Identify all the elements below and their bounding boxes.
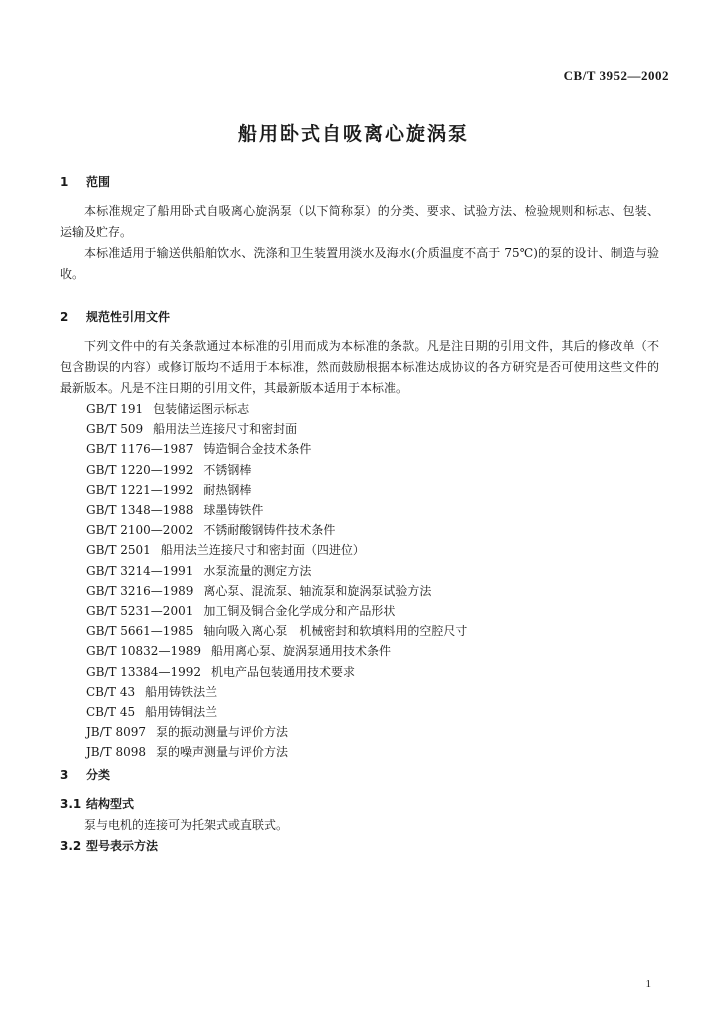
reference-item: [86, 581, 659, 601]
reference-item: [86, 682, 659, 702]
reference-item: [86, 641, 659, 661]
reference-code: GB/T 1220—1992: [86, 462, 194, 477]
reference-code: GB/T 13384—1992: [86, 664, 201, 679]
reference-title: 船用铸铁法兰: [145, 684, 218, 699]
section-number: 1: [60, 175, 69, 189]
reference-title: 包装储运图示标志: [153, 402, 250, 416]
reference-title: 加工铜及铜合金化学成分和产品形状: [203, 604, 396, 619]
reference-code: JB/T 8098: [86, 745, 147, 760]
reference-code: GB/T 2100—2002: [86, 523, 194, 538]
reference-code: GB/T 1221—1992: [86, 482, 194, 497]
reference-code: JB/T 8097: [86, 725, 147, 740]
reference-title: 泵的噪声测量与评价方法: [156, 745, 289, 760]
reference-code: GB/T 3214—1991: [86, 563, 194, 578]
section-3-heading: [60, 765, 659, 786]
reference-item: [86, 742, 659, 762]
reference-item: [86, 460, 659, 480]
document-body: [60, 172, 659, 857]
reference-item: [86, 520, 659, 540]
reference-title: 不锈耐酸钢铸件技术条件: [203, 523, 336, 538]
reference-item: [86, 601, 659, 621]
section-1-heading: [60, 172, 659, 193]
reference-title: 铸造铜合金技术条件: [203, 442, 312, 457]
reference-title: 船用法兰连接尺寸和密封面: [153, 422, 298, 437]
section-title: 分类: [86, 767, 111, 782]
scope-paragraph-1: 本标准规定了船用卧式自吸离心旋涡泵（以下简称泵）的分类、要求、试验方法、检验规则和标志、包装、运输及贮存。: [60, 204, 659, 239]
reference-title: 船用离心泵、旋涡泵通用技术条件: [210, 644, 391, 659]
reference-item: [86, 621, 659, 641]
reference-item: [86, 702, 659, 722]
reference-item: [86, 561, 659, 581]
subsection-3-1-text: 泵与电机的连接可为托架式或直联式。: [84, 817, 289, 832]
reference-code: GB/T 1348—1988: [86, 503, 194, 518]
section-number: 2: [60, 310, 69, 324]
page-number: 1: [645, 978, 651, 990]
reference-item: [86, 480, 659, 500]
reference-item: [86, 419, 659, 439]
subsection-3-2-heading: [60, 836, 659, 857]
reference-code: GB/T 1176—1987: [86, 442, 194, 457]
reference-title: 机电产品包装通用技术要求: [210, 664, 355, 679]
reference-code: CB/T 43: [86, 684, 136, 699]
reference-code: GB/T 509: [86, 422, 144, 437]
reference-title: 轴向吸入离心泵 机械密封和软填料用的空腔尺寸: [203, 624, 468, 639]
subsection-3-1-heading: [60, 794, 659, 815]
section-title: 范围: [86, 175, 111, 189]
reference-title: 不锈钢棒: [203, 462, 252, 477]
document-title: 船用卧式自吸离心旋涡泵: [237, 123, 469, 145]
reference-code: GB/T 5661—1985: [86, 624, 194, 639]
subsection-title: 型号表示方法: [86, 838, 159, 853]
references-intro: 下列文件中的有关条款通过本标准的引用而成为本标准的条款。凡是注日期的引用文件，其后的修改单（不包含勘误的内容）或修订版均不适用于本标准，然而鼓励根据本标准达成协议的各方研究是否可使用这些文件的最新版本。凡是不注日期的引用文件，其最新版本适用于本标准。: [60, 339, 659, 395]
reference-code: GB/T 5231—2001: [86, 604, 194, 619]
section-number: 3: [60, 767, 69, 782]
reference-code: GB/T 2501: [86, 543, 151, 558]
reference-title: 船用铸铜法兰: [145, 705, 218, 720]
reference-item: [86, 399, 659, 419]
reference-code: GB/T 191: [86, 402, 144, 416]
reference-title: 离心泵、混流泵、轴流泵和旋涡泵试验方法: [203, 583, 432, 598]
section-title: 规范性引用文件: [86, 310, 171, 324]
reference-code: GB/T 3216—1989: [86, 583, 194, 598]
reference-title: 泵的振动测量与评价方法: [156, 725, 289, 740]
reference-code: GB/T 10832—1989: [86, 644, 201, 659]
reference-code: CB/T 45: [86, 705, 136, 720]
reference-item: [86, 439, 659, 459]
reference-item: [86, 722, 659, 742]
subsection-number: 3.2: [60, 838, 82, 853]
scope-paragraph-2: 本标准适用于输送供船舶饮水、洗涤和卫生装置用淡水及海水(介质温度不高于 75℃)的泵的设计、制造与验收。: [60, 246, 659, 281]
reference-title: 耐热钢棒: [203, 482, 252, 497]
reference-title: 球墨铸铁件: [203, 503, 264, 518]
reference-item: [86, 500, 659, 520]
standard-code: CB/T 3952—2002: [563, 68, 669, 83]
reference-item: [86, 540, 659, 560]
reference-title: 船用法兰连接尺寸和密封面（四进位）: [160, 543, 365, 558]
subsection-number: 3.1: [60, 796, 82, 811]
section-2-heading: [60, 307, 659, 328]
reference-list: [60, 399, 659, 763]
subsection-title: 结构型式: [86, 796, 135, 811]
reference-title: 水泵流量的测定方法: [203, 563, 312, 578]
reference-item: [86, 662, 659, 682]
